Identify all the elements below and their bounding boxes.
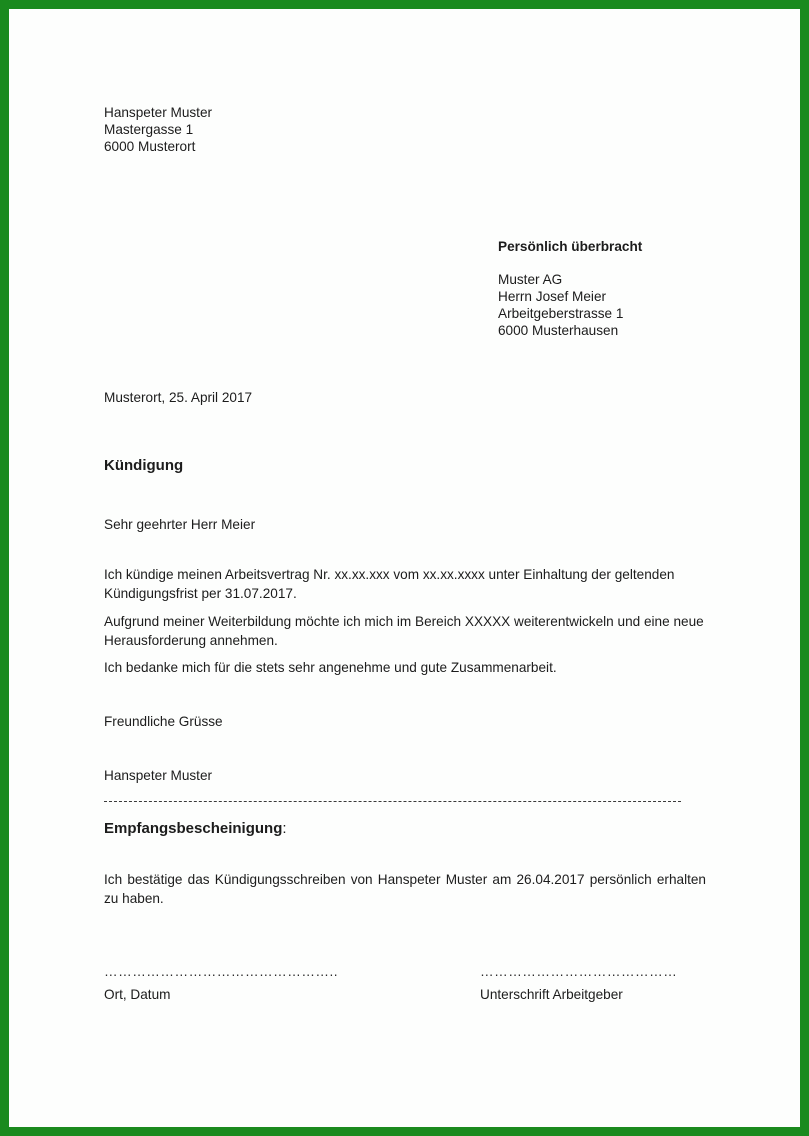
receipt-title-suffix: :: [282, 820, 287, 837]
sender-street: Mastergasse 1: [104, 122, 194, 137]
recipient-company: Muster AG: [498, 272, 563, 287]
recipient-city: 6000 Musterhausen: [498, 323, 619, 338]
signature-name: Hanspeter Muster: [104, 768, 213, 783]
recipient-street: Arbeitgeberstrasse 1: [498, 306, 624, 321]
place-date-label: Ort, Datum: [104, 987, 171, 1002]
receipt-heading: [104, 820, 287, 837]
receipt-title: Empfangsbescheinigung: [104, 820, 283, 837]
employer-signature-line: ……………………………………: [480, 964, 678, 979]
place-date: Musterort, 25. April 2017: [104, 390, 253, 405]
separator-line: [104, 801, 681, 802]
sender-city: 6000 Musterort: [104, 139, 196, 154]
subject-heading: Kündigung: [104, 457, 184, 474]
employer-signature-label: Unterschrift Arbeitgeber: [480, 987, 623, 1002]
delivery-note: Persönlich überbracht: [498, 239, 643, 254]
receipt-text: Ich bestätige das Kündigungsschreiben von Hanspeter Muster am 26.04.2017 persönlich erhalten zu haben.: [104, 872, 706, 906]
salutation: Sehr geehrter Herr Meier: [104, 517, 256, 532]
recipient-person: Herrn Josef Meier: [498, 289, 607, 304]
body-paragraph-1: Ich kündige meinen Arbeitsvertrag Nr. xx.xx.xxx vom xx.xx.xxxx unter Einhaltung der geltenden Kündigungsfrist per 31.07.2017.: [104, 567, 675, 601]
place-date-signature-line: …………………………………………..: [104, 964, 339, 979]
sender-name: Hanspeter Muster: [104, 105, 213, 120]
body-paragraph-2: Aufgrund meiner Weiterbildung möchte ich mich im Bereich XXXXX weiterentwickeln und eine neue Herausforderung annehmen.: [104, 614, 704, 648]
closing: Freundliche Grüsse: [104, 714, 223, 729]
body-paragraph-3: Ich bedanke mich für die stets sehr angenehme und gute Zusammenarbeit.: [104, 660, 557, 675]
